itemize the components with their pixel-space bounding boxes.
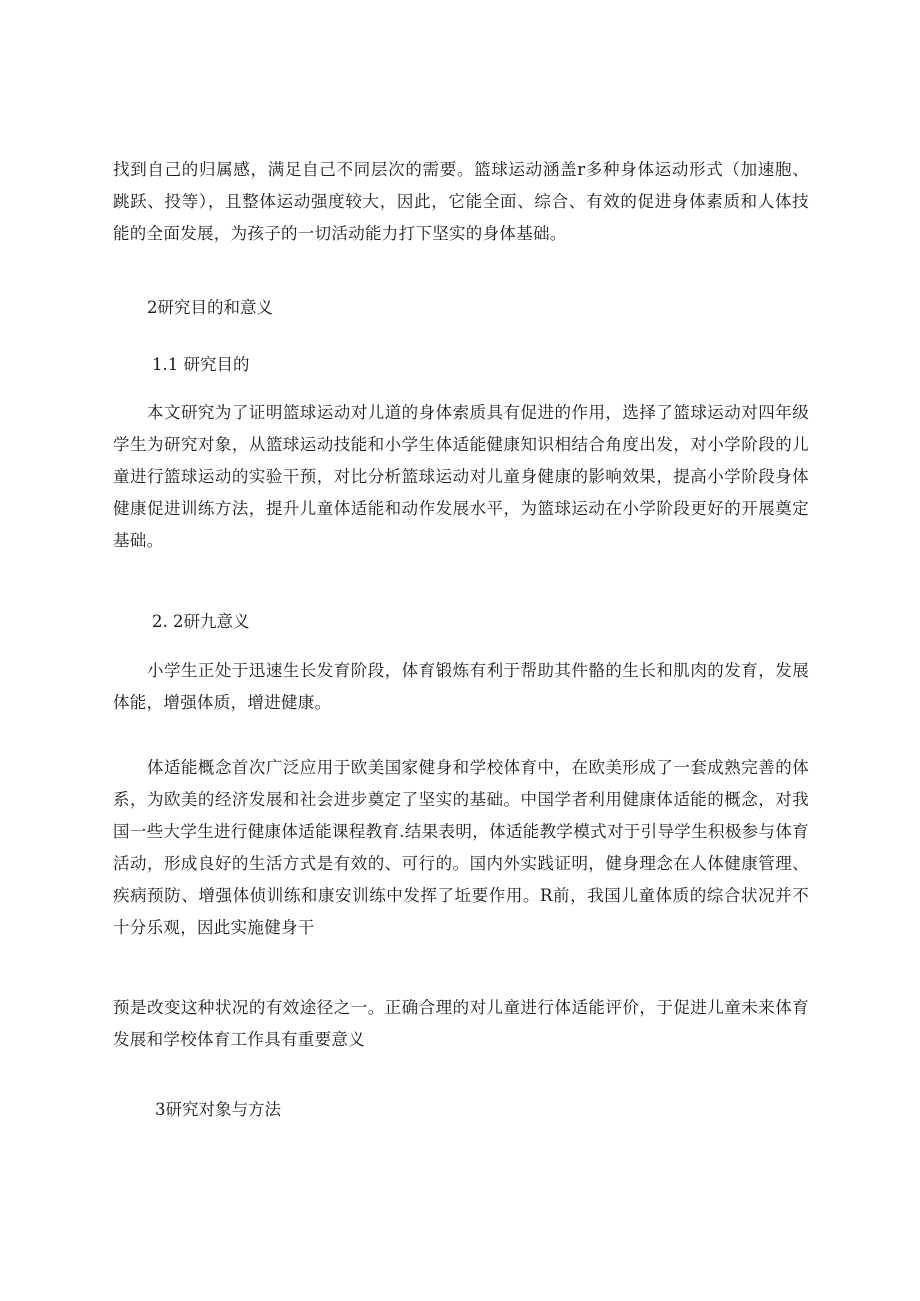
paragraph-intro-continuation: 找到自己的归属感，满足自己不同层次的需要。篮球运动涵盖r多种身体运动形式（加速胞、跳跃、投等），且整体运动强度较大，因此，它能全面、综合、有效的促进身体素质和人体技能的全面发展，为孩子的一切活动能力打下坚实的身体基础。 xyxy=(113,160,809,243)
paragraph-significance-1: 小学生正处于迅速生长发育阶段，体育锻炼有利于帮助其件骼的生长和肌肉的发育，发展体能，增强体质，增进健康。 xyxy=(113,661,809,712)
heading-2-2: 2. 2研九意义 xyxy=(152,612,250,631)
heading-section-3: 3研究对象与方法 xyxy=(155,1100,281,1119)
paragraph-significance-2: 体适能概念首次广泛应用于欧美国家健身和学校体育中，在欧美形成了一套成熟完善的体系，为欧美的经济发展和社会进步奠定了坚实的基础。中国学者利用健康体适能的概念，对我国一些大学生进行健康体适能课程教育.结果表明，体适能教学模式对于引导学生积极参与体育活动，形成良好的生活方式是有效的、可行的。国内外实践证明，健身理念在人体健康管理、疾病预防、增强体侦训练和康安训练中发挥了坵要作用。R前，我国儿童体质的综合状况并不十分乐观，因此实施健身干 xyxy=(113,758,809,937)
heading-1-1: 1.1 研究目的 xyxy=(152,355,250,374)
paragraph-significance-3: 预是改变这种状况的有效途径之一。正确合理的对儿童进行体适能评价，于促进儿童未来体育发展和学校体育工作具有重要意义 xyxy=(113,998,809,1049)
paragraph-research-purpose: 本文研究为了证明篮球运动对儿道的身体索质具有促进的作用，选择了篮球运动对四年级学生为研究对象，从篮球运动技能和小学生体适能健康知识相结合角度出发，对小学阶段的儿童进行篮球运动的实验干预，对比分析篮球运动对儿童身健康的影响效果，提高小学阶段身体健康促进训练方法，提升儿童体适能和动作发展水平，为篮球运动在小学阶段更好的开展奠定基础。 xyxy=(113,403,809,550)
heading-section-2: 2研究目的和意义 xyxy=(147,298,273,317)
